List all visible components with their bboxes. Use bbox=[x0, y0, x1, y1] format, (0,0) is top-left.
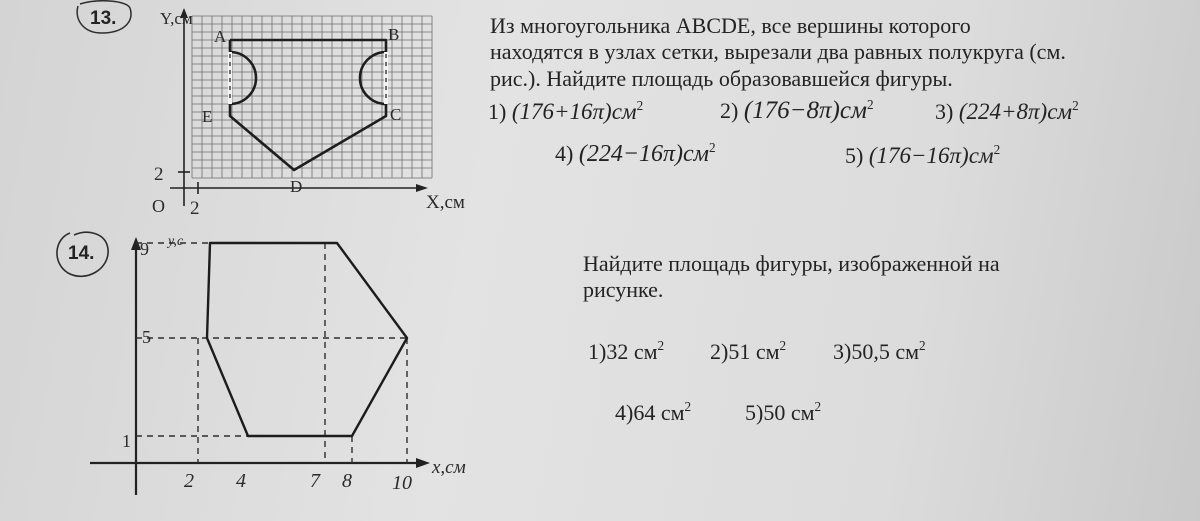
x-axis-arrow bbox=[416, 184, 428, 192]
problem-14-figure bbox=[80, 225, 500, 521]
problem-13-answer-2: 2) $(176-8\pi)см^2$ bbox=[720, 96, 874, 124]
y-tick-5: 5 bbox=[142, 327, 151, 347]
problem-13-text bbox=[490, 13, 1180, 92]
problem-14-answer-2: 2)51 $см^2$ bbox=[710, 337, 787, 364]
problem-14-answer-3: 3)50,5 $см^2$ bbox=[833, 337, 926, 364]
y-axis-label: y,c bbox=[168, 234, 184, 249]
vertex-d-label: D bbox=[290, 177, 303, 196]
polygon-abcde bbox=[230, 40, 386, 170]
problem-14-answer-5: 5)50 $см^2$ bbox=[745, 398, 822, 425]
problem-14-text bbox=[583, 251, 1163, 304]
x-tick-8: 8 bbox=[342, 470, 352, 492]
problem-13-answer-3: 3) $(224+8\pi)см^2$ bbox=[935, 97, 1079, 124]
problem-13-answer-4: 4) $(224-16\pi)см^2$ bbox=[555, 139, 716, 167]
problem-13-line-3: рис.). Найдите площадь образовавшейся фигуры. bbox=[490, 65, 953, 91]
y-tick-label: 2 bbox=[154, 164, 164, 185]
x-tick-10: 10 bbox=[392, 472, 412, 494]
y-tick-1: 1 bbox=[122, 431, 131, 451]
problem-13-line-1: Из многоугольника ABCDE, все вершины которого bbox=[490, 13, 971, 38]
x-tick-7: 7 bbox=[310, 470, 320, 492]
dashed-guides bbox=[136, 243, 410, 463]
vertex-a-label: A bbox=[214, 27, 227, 46]
y-tick-9: 9 bbox=[140, 239, 149, 259]
problem-13-line-2: находятся в узлах сетки, вырезали два равных полукруга (см. bbox=[490, 39, 1066, 65]
problem-14-line-2: рисунке. bbox=[583, 277, 664, 303]
x-axis-label: x,см bbox=[432, 457, 466, 478]
x-tick-label: 2 bbox=[190, 198, 200, 218]
x-axis-label: X,см bbox=[426, 192, 465, 213]
problem-13-number: 13. bbox=[90, 8, 117, 29]
problem-14-answer-1: 1)32 $см^2$ bbox=[588, 337, 665, 364]
problem-14-answer-4: 4)64 $см^2$ bbox=[615, 398, 692, 425]
problem-14 bbox=[0, 225, 1200, 521]
vertex-e-label: E bbox=[202, 107, 213, 126]
vertex-c-label: C bbox=[390, 105, 402, 124]
vertex-b-label: B bbox=[388, 25, 400, 44]
problem-13-answer-5: 5) $(176-16\pi)см^2$ bbox=[845, 141, 1001, 168]
problem-14-line-1: Найдите площадь фигуры, изображенной на bbox=[583, 251, 1000, 276]
problem-13-figure bbox=[140, 8, 480, 218]
x-tick-4: 4 bbox=[236, 470, 246, 492]
x-tick-2: 2 bbox=[184, 470, 194, 492]
problem-13 bbox=[0, 0, 1200, 230]
x-axis-arrow bbox=[416, 458, 430, 468]
hexagon-figure bbox=[207, 243, 407, 436]
problem-13-answer-1: 1) $(176+16\pi)см^2$ bbox=[488, 97, 644, 124]
y-axis-label: Y,см bbox=[160, 9, 193, 28]
problem-14-number: 14. bbox=[68, 243, 95, 264]
origin-label: O bbox=[152, 196, 165, 216]
